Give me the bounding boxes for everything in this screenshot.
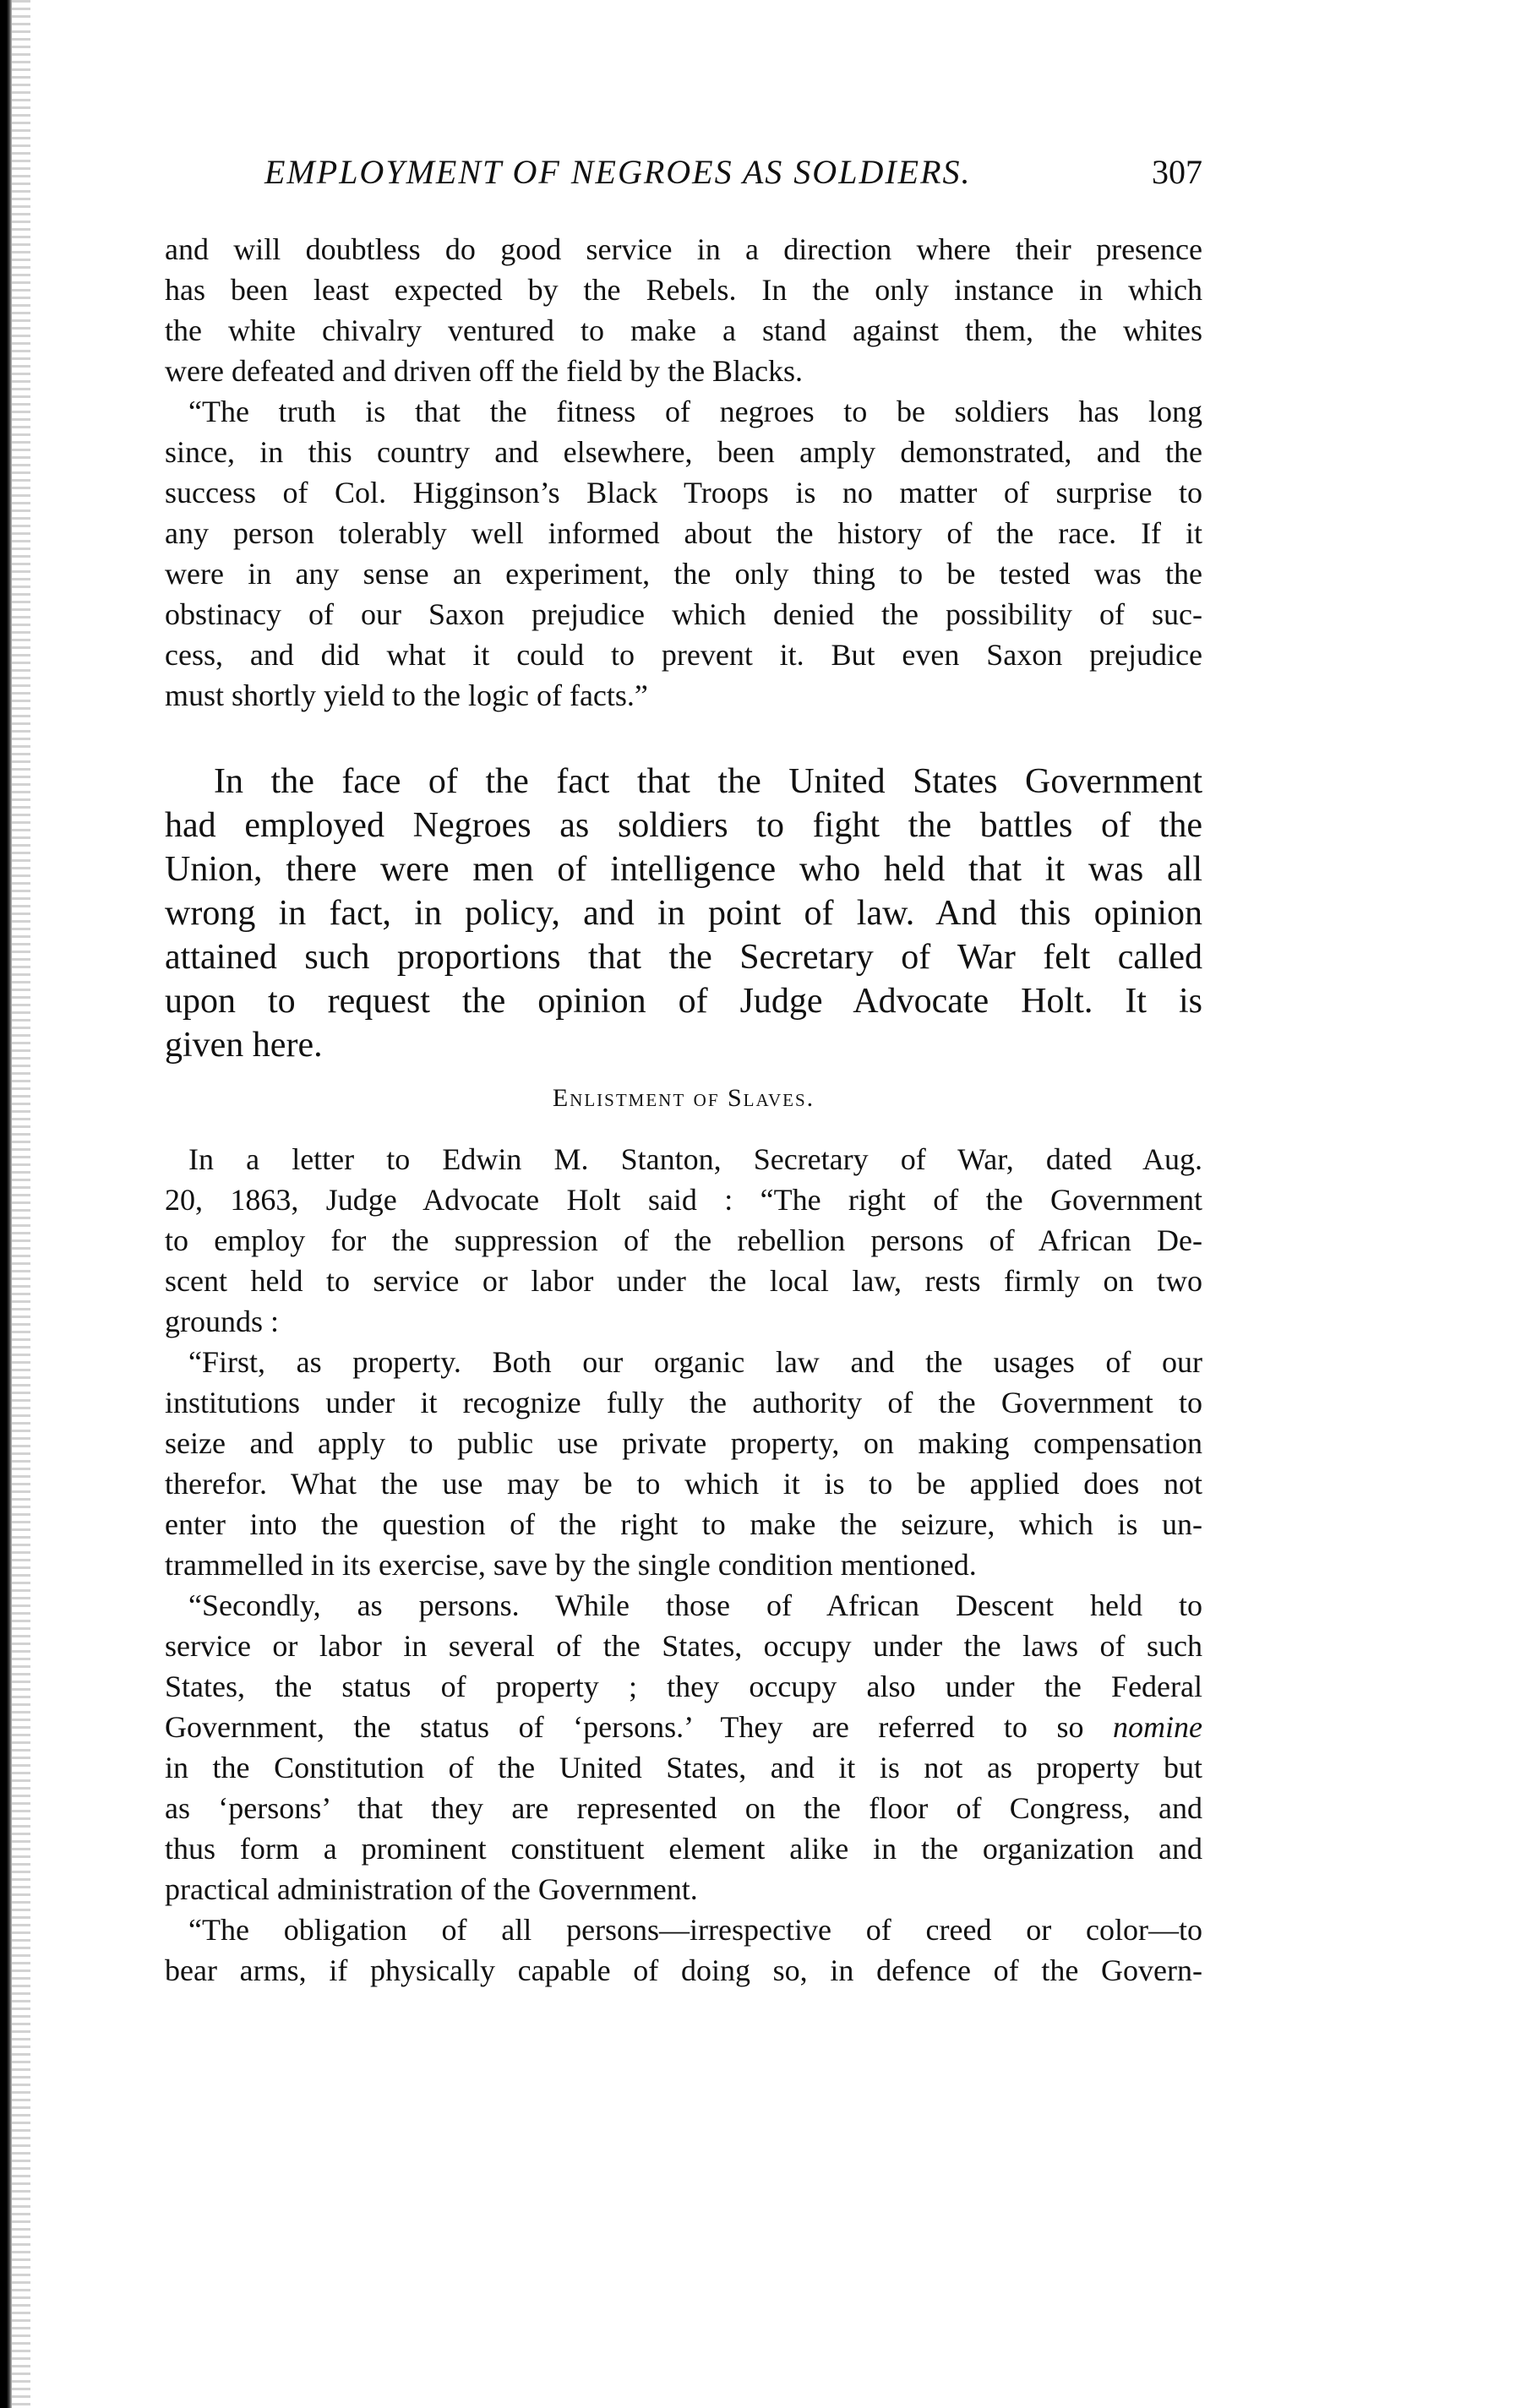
section-heading: Enlistment of Slaves. [552, 1084, 815, 1112]
text-line: “The obligation of all persons—irrespective of creed or color—to [188, 1913, 1202, 1947]
text-line: “The truth is that the fitness of negroes to be soldiers has long [188, 395, 1202, 428]
text-span: Government, the status of ‘persons.’ They are referred to so [165, 1710, 1084, 1744]
text-line: therefor. What the use may be to which it is to be applied does not [165, 1467, 1202, 1501]
text-line: as ‘persons’ that they are represented on the floor of Congress, and [165, 1791, 1202, 1825]
text-line: bear arms, if physically capable of doing so, in defence of the Govern- [165, 1953, 1202, 1987]
text-line: has been least expected by the Rebels. In the only instance in which [165, 273, 1202, 307]
text-line: given here. [165, 1026, 323, 1065]
text-line: were defeated and driven off the field by the Blacks. [165, 354, 804, 388]
text-line: institutions under it recognize fully the authority of the Government to [165, 1386, 1202, 1419]
text-line: grounds : [165, 1305, 279, 1338]
text-line: the white chivalry ventured to make a stand against them, the whites [165, 313, 1202, 347]
text-line: thus form a prominent constituent element alike in the organization and [165, 1832, 1202, 1866]
running-head-title: EMPLOYMENT OF NEGROES AS SOLDIERS. [264, 153, 972, 191]
text-line: in the Constitution of the United States, and it is not as property but [165, 1751, 1202, 1784]
text-line: “First, as property. Both our organic law and the usages of our [188, 1345, 1202, 1379]
text-line: cess, and did what it could to prevent it. But even Saxon prejudice [165, 638, 1202, 672]
text-line: States, the status of property ; they occupy also under the Federal [165, 1670, 1202, 1703]
text-line: wrong in fact, in policy, and in point of law. And this opinion [165, 894, 1202, 933]
text-line: attained such proportions that the Secretary of War felt called [165, 938, 1202, 977]
page-edge-texture [12, 0, 30, 2408]
text-line: scent held to service or labor under the local law, rests firmly on two [165, 1264, 1202, 1298]
text-line: service or labor in several of the States, occupy under the laws of such [165, 1629, 1202, 1663]
text-line: success of Col. Higginson’s Black Troops is no matter of surprise to [165, 476, 1202, 509]
text-line: and will doubtless do good service in a direction where their presence [165, 232, 1202, 266]
text-line: enter into the question of the right to make the seizure, which is un- [165, 1507, 1202, 1541]
text-line: “Secondly, as persons. While those of African Descent held to [188, 1588, 1202, 1622]
text-line: 20, 1863, Judge Advocate Holt said : “The right of the Government [165, 1183, 1202, 1217]
text-line: Union, there were men of intelligence who held that it was all [165, 850, 1202, 889]
text-line: must shortly yield to the logic of facts.” [165, 678, 648, 712]
page-number: 307 [1152, 153, 1202, 191]
text-line-with-italic [165, 1710, 1202, 1744]
text-line: seize and apply to public use private property, on making compensation [165, 1426, 1202, 1460]
text-line: practical administration of the Government. [165, 1872, 698, 1906]
italic-word: nomine [1113, 1710, 1203, 1744]
text-line: In the face of the fact that the United States Government [214, 762, 1202, 801]
text-line: to employ for the suppression of the rebellion persons of African De- [165, 1223, 1202, 1257]
text-line: since, in this country and elsewhere, been amply demonstrated, and the [165, 435, 1202, 469]
text-line: In a letter to Edwin M. Stanton, Secretary of War, dated Aug. [188, 1142, 1202, 1176]
text-line: were in any sense an experiment, the only thing to be tested was the [165, 557, 1202, 591]
running-head [165, 152, 1202, 203]
text-line: trammelled in its exercise, save by the single condition mentioned. [165, 1548, 977, 1582]
page-binding-edge [0, 0, 12, 2408]
text-line: any person tolerably well informed about the history of the race. If it [165, 516, 1202, 550]
text-line: had employed Negroes as soldiers to fight the battles of the [165, 806, 1202, 845]
text-line: obstinacy of our Saxon prejudice which denied the possibility of suc- [165, 597, 1202, 631]
text-line: upon to request the opinion of Judge Advocate Holt. It is [165, 982, 1202, 1021]
